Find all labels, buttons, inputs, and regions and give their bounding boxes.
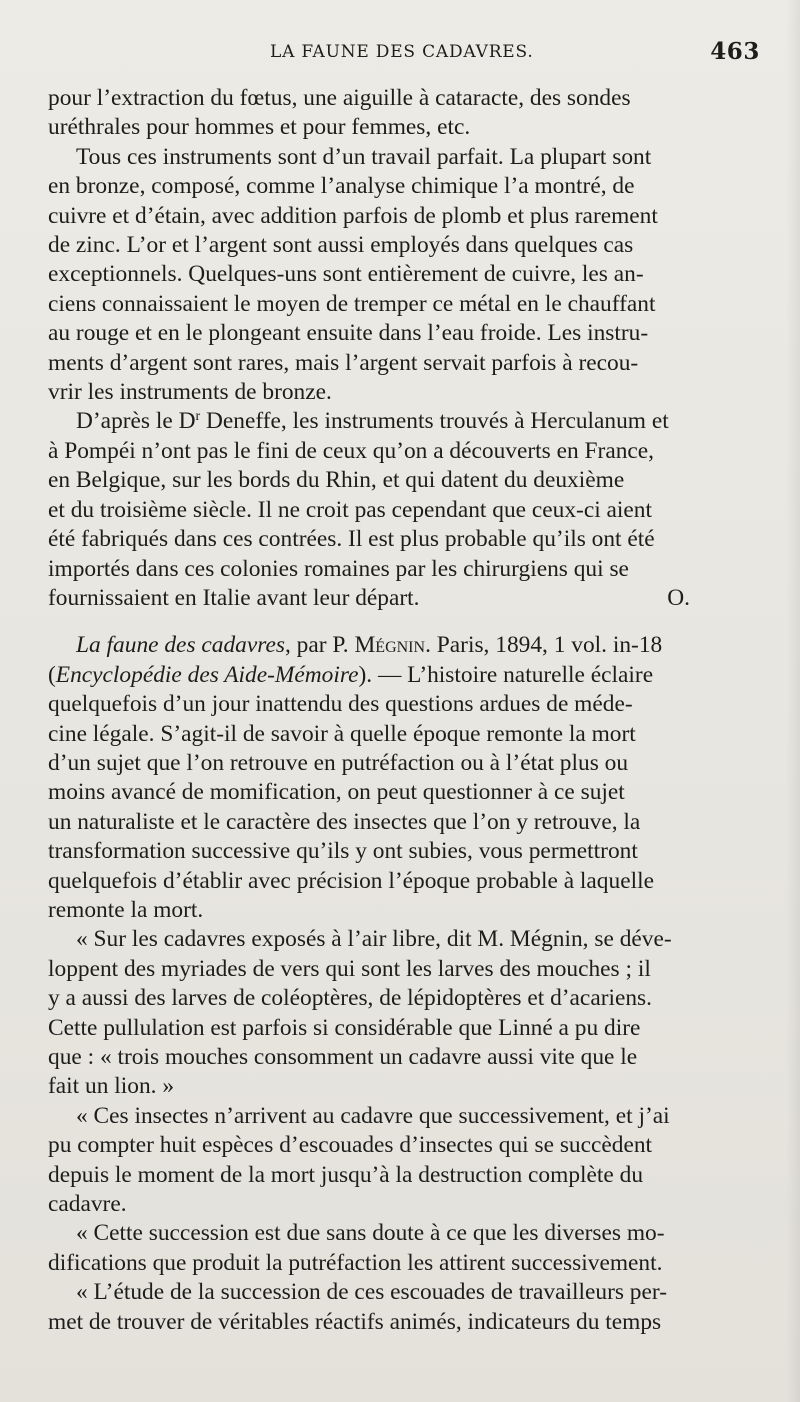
text-line: uréthrales pour hommes et pour femmes, etc. <box>48 114 471 141</box>
page-header <box>48 38 760 74</box>
text-line: importés dans ces colonies romaines par les chirurgiens qui se <box>48 555 629 582</box>
text-line: ciens connaissaient le moyen de tremper ce métal en le chauffant <box>48 290 656 317</box>
text-line: d’un sujet que l’on retrouve en putréfaction ou à l’état plus ou <box>48 749 629 776</box>
text-line: été fabriqués dans ces contrées. Il est plus probable qu’ils ont été <box>48 526 655 553</box>
text-line: à Pompéi n’ont pas le fini de ceux qu’on a découverts en France, <box>48 437 655 464</box>
text-fragment: . Paris, 1894, 1 vol. in-18 <box>425 632 663 659</box>
paragraph-quote-succession <box>48 1219 758 1278</box>
paragraph-materials <box>48 143 758 408</box>
author-signature: O. <box>667 584 690 611</box>
paragraph-deneffe <box>48 407 758 613</box>
text-line: (Encyclopédie des Aide-Mémoire). — L’histoire naturelle éclaire <box>48 661 654 688</box>
author-name: Mégnin <box>354 632 426 659</box>
text-line: cuivre et d’étain, avec addition parfois de plomb et plus rarement <box>48 202 658 229</box>
text-fragment: fournissaient en Italie avant leur départ. <box>48 584 420 611</box>
page-body <box>48 84 758 1337</box>
text-line: quelquefois d’un jour inattendu des questions ardues de méde- <box>48 691 633 718</box>
text-fragment: , par P. <box>284 632 355 659</box>
text-line: « L’étude de la succession de ces escouades de travailleurs per- <box>76 1279 667 1306</box>
text-line: que : « trois mouches consomment un cadavre aussi vite que le <box>48 1044 638 1070</box>
text-line: « Sur les cadavres exposés à l’air libre, dit M. Mégnin, se déve- <box>76 926 672 953</box>
paragraph-quote-larvae <box>48 925 758 1101</box>
text-line: Tous ces instruments sont d’un travail parfait. La plupart sont <box>76 143 652 170</box>
text-line: de zinc. L’or et l’argent sont aussi employés dans quelques cas <box>48 232 634 259</box>
paragraph-quote-squads <box>48 1102 758 1220</box>
text-line: met de trouver de véritables réactifs animés, indicateurs du temps <box>48 1308 662 1335</box>
text-fragment: D’après le D <box>76 408 196 435</box>
series-title: Encyclopédie des Aide-Mémoire <box>55 661 359 688</box>
text-line: ments d’argent sont rares, mais l’argent servait parfois à recou- <box>48 349 639 376</box>
text-line: difications que produit la putréfaction les attirent successivement. <box>48 1249 663 1276</box>
text-line: moins avancé de momification, on peut questionner à ce sujet <box>48 779 625 806</box>
section-gap <box>48 613 758 631</box>
text-line: loppent des myriades de vers qui sont les larves des mouches ; il <box>48 955 651 982</box>
text-line: remonte la mort. <box>48 896 204 923</box>
text-line: exceptionnels. Quelques-uns sont entièrement de cuivre, les an- <box>48 261 644 288</box>
paragraph-quote-study <box>48 1278 758 1337</box>
text-line: en Belgique, sur les bords du Rhin, et qui datent du deuxième <box>48 467 625 494</box>
running-head: LA FAUNE DES CADAVRES. <box>270 42 534 62</box>
text-line: quelquefois d’établir avec précision l’époque probable à laquelle <box>48 867 654 894</box>
text-line: cine légale. S’agit-il de savoir à quelle époque remonte la mort <box>48 720 636 747</box>
text-line <box>48 407 758 436</box>
paragraph-instruments-list <box>48 84 758 143</box>
text-line: « Cette succession est due sans doute à ce que les diverses mo- <box>76 1220 665 1247</box>
page-edge-shadow <box>786 0 800 1402</box>
text-line: en bronze, composé, comme l’analyse chimique l’a montré, de <box>48 173 635 200</box>
text-line: pour l’extraction du fœtus, une aiguille à cataracte, des sondes <box>48 85 631 111</box>
text-line: un naturaliste et le caractère des insectes que l’on y retrouve, la <box>48 808 641 835</box>
text-line: au rouge et en le plongeant ensuite dans l’eau froide. Les instru- <box>48 320 649 347</box>
text-fragment: ). — L’histoire naturelle éclaire <box>358 661 654 688</box>
page-number: 463 <box>710 38 760 65</box>
text-line: fait un lion. » <box>48 1073 175 1100</box>
text-line <box>48 584 758 613</box>
text-line: « Ces insectes n’arrivent au cadavre que successivement, et j’ai <box>76 1102 670 1129</box>
text-line: cadavre. <box>48 1191 127 1218</box>
book-title: La faune des cadavres <box>76 632 285 659</box>
text-line <box>48 631 758 660</box>
text-line: vrir les instruments de bronze. <box>48 379 332 406</box>
text-fragment: Deneffe, les instruments trouvés à Herculanum et <box>200 408 669 435</box>
paragraph-review <box>48 631 758 925</box>
text-line: transformation successive qu’ils y ont subies, vous permettront <box>48 838 638 865</box>
text-line: pu compter huit espèces d’escouades d’insectes qui se succèdent <box>48 1132 653 1159</box>
text-line: depuis le moment de la mort jusqu’à la destruction complète du <box>48 1161 644 1188</box>
text-line: Cette pullulation est parfois si considérable que Linné a pu dire <box>48 1014 641 1041</box>
text-line: et du troisième siècle. Il ne croit pas cependant que ceux-ci aient <box>48 496 652 523</box>
text-line: y a aussi des larves de coléoptères, de lépidoptères et d’acariens. <box>48 985 653 1012</box>
superscript: r <box>195 409 201 425</box>
